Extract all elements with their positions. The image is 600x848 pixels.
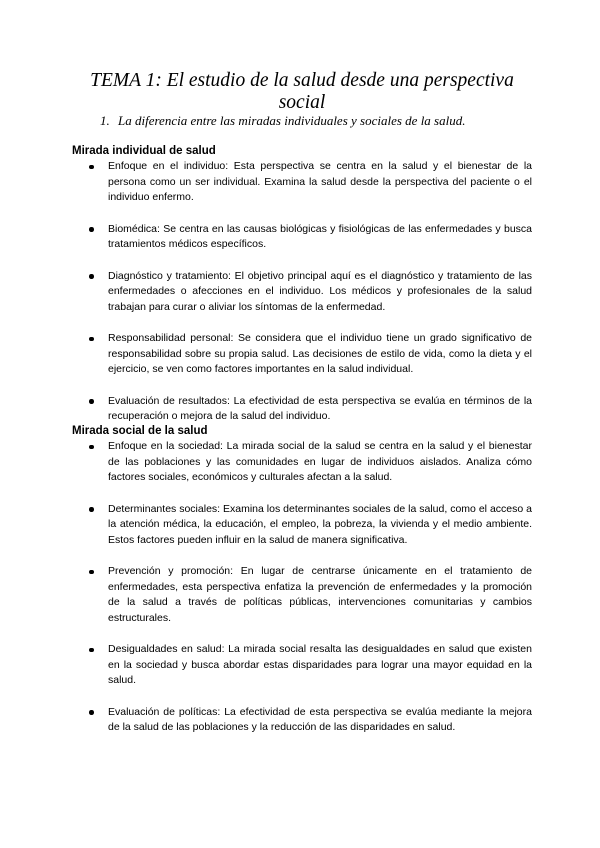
list-item-text: Evaluación de políticas: La efectividad de esta perspectiva se evalúa mediante la mejora de la salud de las poblaciones y la reducción de las disparidades en salud. — [108, 705, 532, 733]
document-title: TEMA 1: El estudio de la salud desde una perspectiva social — [90, 70, 514, 113]
list-item-text: Desigualdades en salud: La mirada social resalta las desigualdades en salud que existen en la sociedad y busca abordar estas disparidades para lograr una mayor equidad en la salud. — [108, 643, 532, 686]
bullet-icon — [89, 445, 94, 450]
list-item — [72, 439, 532, 486]
list-item-text: Evaluación de resultados: La efectividad de esta perspectiva se evalúa en términos de la recuperación o mejora de la salud del individuo. — [108, 394, 532, 422]
list-item — [72, 642, 532, 689]
section-heading-social: Mirada social de la salud — [72, 425, 208, 437]
list-item — [72, 222, 532, 253]
list-item-text: Biomédica: Se centra en las causas biológicas y fisiológicas de las enfermedades y busca tratamientos médicos específicos. — [108, 222, 532, 250]
social-bullet-list — [72, 439, 532, 752]
individual-bullet-list — [72, 159, 532, 441]
list-item — [72, 159, 532, 206]
list-item-text: Responsabilidad personal: Se considera que el individuo tiene un grado significativo de responsabilidad sobre su propia salud. Las decisiones de estilo de vida, como la dieta y el ejercicio, se ven como factores importantes en la salud individual. — [108, 332, 532, 375]
list-item-text: Determinantes sociales: Examina los determinantes sociales de la salud, como el acceso a la atención médica, la educación, el empleo, la pobreza, la vivienda y el medio ambiente. Estos factores pueden influir en la salud de manera significativa. — [108, 502, 532, 546]
list-item — [72, 502, 532, 549]
list-item — [72, 394, 532, 425]
bullet-icon — [89, 337, 94, 342]
list-item — [72, 705, 532, 736]
list-item — [72, 331, 532, 378]
bullet-icon — [89, 648, 94, 653]
list-item-text: Enfoque en la sociedad: La mirada social de la salud se centra en la salud y el bienestar de las poblaciones y las comunidades en lugar de individuos aislados. Analiza cómo factores sociales, económicos y culturales afectan a la salud. — [108, 440, 532, 483]
subtitle-text: La diferencia entre las miradas individuales y sociales de la salud. — [118, 113, 466, 128]
list-item-text: Prevención y promoción: En lugar de centrarse únicamente en el tratamiento de enfermedades, esta perspectiva enfatiza la prevención de enfermedades y la promoción de la salud a través de políticas públicas, intervenciones comunitarias y cambios estructurales. — [108, 565, 532, 624]
bullet-icon — [89, 507, 94, 512]
bullet-icon — [89, 165, 94, 170]
bullet-icon — [89, 227, 94, 232]
subtitle-number: 1. — [100, 113, 110, 128]
bullet-icon — [89, 570, 94, 575]
list-item — [72, 269, 532, 316]
bullet-icon — [89, 710, 94, 715]
list-item-text: Diagnóstico y tratamiento: El objetivo principal aquí es el diagnóstico y tratamiento de las enfermedades o afecciones en el individuo. Los médicos y profesionales de la salud trabajan para curar o aliviar los síntomas de la enfermedad. — [108, 269, 532, 313]
bullet-icon — [89, 399, 94, 404]
bullet-icon — [89, 274, 94, 279]
list-item — [72, 564, 532, 626]
list-item-text: Enfoque en el individuo: Esta perspectiva se centra en la salud y el bienestar de la persona como un ser individual. Examina la salud desde la perspectiva del paciente o el individuo enfermo. — [108, 160, 532, 203]
section-subtitle — [100, 113, 540, 129]
section-heading-individual: Mirada individual de salud — [72, 145, 216, 157]
